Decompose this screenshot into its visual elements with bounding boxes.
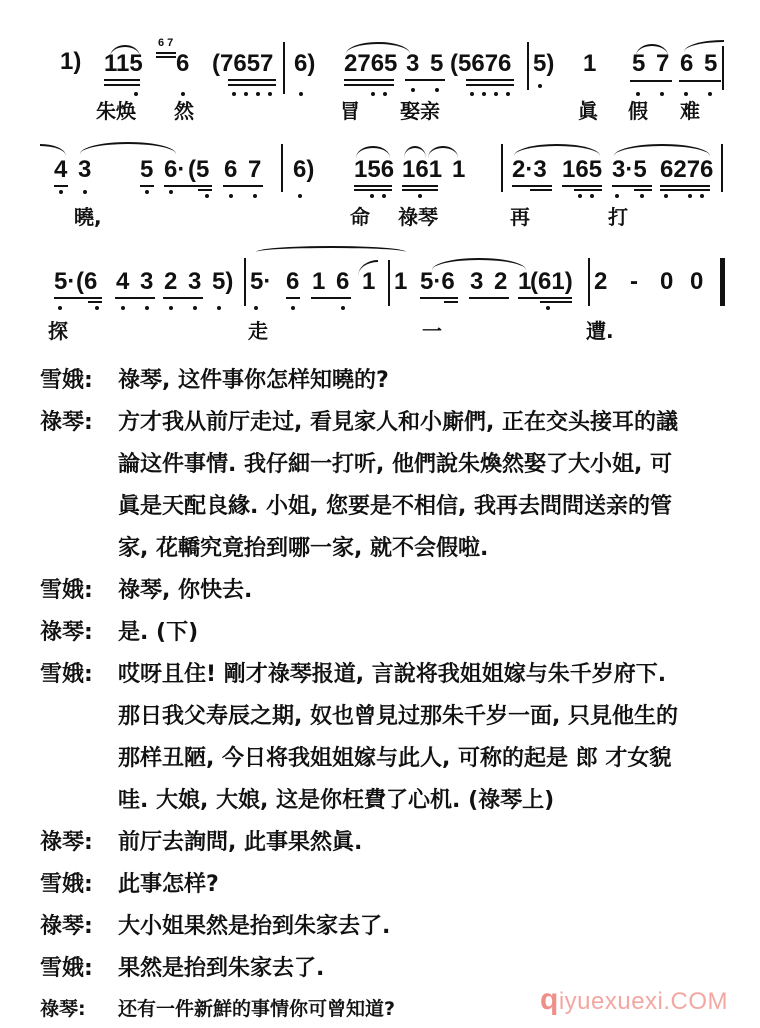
underline: [286, 297, 300, 299]
underline: [156, 52, 176, 54]
note: 3: [140, 268, 154, 295]
note: 6: [176, 50, 190, 77]
note: 6: [336, 268, 350, 295]
note-group: 2·3: [512, 156, 547, 183]
lyric: 走: [248, 319, 268, 343]
octave-dot: [217, 306, 221, 310]
note-group: 3·5: [612, 156, 647, 183]
speech: [118, 360, 750, 402]
lyric: 命: [350, 205, 370, 229]
note: 1: [362, 268, 376, 295]
octave-dot: [59, 190, 63, 194]
slur: [514, 144, 600, 156]
underline: [562, 185, 602, 187]
note-group: 6276: [660, 156, 714, 183]
octave-dot: [578, 194, 582, 198]
barline: [281, 144, 283, 192]
underline: [156, 56, 176, 58]
note: 6: [224, 156, 238, 183]
octave-dot: [169, 306, 173, 310]
octave-dot: [411, 88, 415, 92]
note: 5: [140, 156, 154, 183]
barline: [527, 42, 529, 90]
octave-dot: [229, 194, 233, 198]
speaker: 祿琴:: [40, 620, 93, 645]
octave-dot: [145, 306, 149, 310]
note-group: 115: [104, 50, 143, 77]
octave-dot: [244, 92, 248, 96]
lyric: 曉,: [74, 205, 102, 229]
note-group: 161: [402, 156, 443, 183]
note: 1: [583, 50, 597, 77]
note: 0: [690, 268, 704, 295]
note: 7: [248, 156, 262, 183]
note: 3: [470, 268, 484, 295]
speaker: 祿琴:: [40, 830, 93, 855]
dialogue-entry: [40, 570, 750, 612]
dialogue-entry: [40, 822, 750, 864]
note-group: (61): [530, 268, 573, 295]
speech-line: 論这件事情. 我仔細一打听, 他們說朱煥然娶了大小姐, 可: [118, 452, 673, 477]
barline: [588, 258, 590, 306]
speech-line: 哇. 大娘, 大娘, 这是你枉費了心机. (祿琴上): [118, 788, 555, 813]
lyric: 探: [48, 319, 68, 343]
speaker: 雪娥:: [40, 872, 93, 897]
underline: [402, 189, 438, 191]
octave-dot: [688, 194, 692, 198]
dialogue-entry: [40, 402, 750, 570]
note: 4: [54, 156, 68, 183]
dialogue-entry: [40, 864, 750, 906]
underline: [344, 84, 394, 86]
speech: [118, 612, 750, 654]
lyric: 遭.: [586, 319, 614, 343]
lyric: 朱焕: [96, 99, 136, 123]
slur: [614, 144, 710, 156]
octave-dot: [636, 92, 640, 96]
note: 5): [212, 268, 234, 295]
lyric: 娶亲: [400, 99, 440, 123]
underline: [612, 185, 652, 187]
octave-dot: [254, 306, 258, 310]
note-group: 156: [354, 156, 395, 183]
underline: [163, 297, 203, 299]
octave-dot: [615, 194, 619, 198]
note: 3: [188, 268, 202, 295]
watermark-text: iyuexuexi.COM: [558, 988, 729, 1015]
underline: [402, 185, 438, 187]
note: 1: [312, 268, 326, 295]
octave-dot: [291, 306, 295, 310]
underline: [104, 84, 140, 86]
underline: [679, 80, 721, 82]
speech-line: 祿琴, 这件事你怎样知曉的?: [118, 368, 389, 393]
speaker: 祿琴:: [40, 410, 93, 435]
octave-dot: [640, 194, 644, 198]
speech-line: 眞是天配良緣. 小姐, 您要是不相信, 我再去問問送亲的管: [118, 494, 673, 519]
underline: [660, 189, 710, 191]
underline: [354, 185, 392, 187]
speech: [118, 864, 750, 906]
note: 5: [430, 50, 444, 77]
final-barline: [720, 258, 725, 306]
note: 2: [164, 268, 178, 295]
underline: [466, 84, 514, 86]
lyric: 假: [628, 99, 648, 123]
speech-line: 前厅去詢問, 此事果然眞.: [118, 830, 363, 855]
lyric: 再: [510, 205, 530, 229]
octave-dot: [494, 92, 498, 96]
watermark-logo-icon: q: [540, 983, 559, 1016]
octave-dot: [181, 92, 185, 96]
underline: [228, 79, 276, 81]
octave-dot: [538, 84, 542, 88]
octave-dot: [253, 194, 257, 198]
underline: [54, 185, 68, 187]
octave-dot: [121, 306, 125, 310]
octave-dot: [700, 194, 704, 198]
underline: [104, 79, 140, 81]
note: 4: [116, 268, 130, 295]
slur: [256, 246, 406, 258]
octave-dot: [232, 92, 236, 96]
note: (6: [76, 268, 98, 295]
octave-dot: [83, 190, 87, 194]
underline: [54, 297, 102, 299]
underline: [405, 79, 445, 81]
grace-notes: 67: [158, 37, 177, 49]
underline: [518, 297, 572, 299]
underline: [344, 79, 394, 81]
speech-line: 是. (下): [118, 620, 199, 645]
underline: [512, 185, 552, 187]
lyric: 一: [422, 319, 442, 343]
speech-line: 果然是抬到朱家去了.: [118, 956, 325, 981]
octave-dot: [134, 92, 138, 96]
score-line-1: [0, 0, 760, 123]
dialogue-entry: [40, 612, 750, 654]
octave-dot: [193, 306, 197, 310]
note: 2: [494, 268, 508, 295]
underline: [466, 79, 514, 81]
octave-dot: [435, 88, 439, 92]
note: 5·: [54, 268, 76, 295]
underline: [115, 297, 155, 299]
lyric: 祿琴: [398, 205, 438, 229]
note: -: [630, 268, 638, 295]
dialogue-entry: [40, 654, 750, 822]
speech-line: 大小姐果然是抬到朱家去了.: [118, 914, 391, 939]
speaker: 祿琴:: [40, 914, 93, 939]
octave-dot: [370, 194, 374, 198]
underline: [198, 189, 212, 191]
watermark: [540, 983, 728, 1017]
note-group: 165: [562, 156, 603, 183]
speech: [118, 906, 750, 948]
underline: [634, 189, 652, 191]
octave-dot: [299, 92, 303, 96]
note: 0: [660, 268, 674, 295]
underline: [444, 301, 458, 303]
slur: [80, 142, 176, 154]
octave-dot: [382, 194, 386, 198]
octave-dot: [256, 92, 260, 96]
underline: [660, 185, 710, 187]
underline: [354, 189, 392, 191]
note: 5: [632, 50, 646, 77]
octave-dot: [506, 92, 510, 96]
note: 1: [452, 156, 466, 183]
octave-dot: [590, 194, 594, 198]
barline: [283, 42, 285, 94]
octave-dot: [664, 194, 668, 198]
underline: [540, 301, 572, 303]
octave-dot: [341, 306, 345, 310]
speech-line: 哎呀且住! 剛才祿琴报道, 言說将我姐姐嫁与朱千岁府下.: [118, 662, 667, 687]
octave-dot: [371, 92, 375, 96]
note: 3: [406, 50, 420, 77]
underline: [311, 297, 351, 299]
underline: [164, 185, 212, 187]
speaker: 祿琴:: [40, 998, 86, 1020]
score-line-3: [0, 240, 760, 350]
speech-line: 那日我父寿辰之期, 奴也曾見过那朱千岁一面, 只見他生的: [118, 704, 679, 729]
note: 6·: [164, 156, 186, 183]
speaker: 雪娥:: [40, 662, 93, 687]
octave-dot: [470, 92, 474, 96]
note: 6: [286, 268, 300, 295]
underline: [574, 189, 602, 191]
note: 2: [594, 268, 608, 295]
octave-dot: [298, 194, 302, 198]
octave-dot: [169, 190, 173, 194]
slur: [40, 144, 66, 156]
note: 7: [656, 50, 670, 77]
speaker: 雪娥:: [40, 578, 93, 603]
octave-dot: [684, 92, 688, 96]
speaker: 雪娥:: [40, 368, 93, 393]
speech-line: 祿琴, 你快去.: [118, 578, 253, 603]
speech-line: 家, 花轎究竟抬到哪一家, 就不会假啦.: [118, 536, 489, 561]
dialogue: [40, 360, 750, 1028]
note: 6): [293, 156, 315, 183]
note: 5): [533, 50, 555, 77]
speaker: 雪娥:: [40, 956, 93, 981]
underline: [530, 189, 552, 191]
underline: [469, 297, 509, 299]
octave-dot: [660, 92, 664, 96]
barline: [501, 144, 503, 192]
dialogue-entry: [40, 360, 750, 402]
note-group: 2765: [344, 50, 398, 77]
octave-dot: [268, 92, 272, 96]
octave-dot: [95, 306, 99, 310]
speech-line: 那样丑陋, 今日将我姐姐嫁与此人, 可称的起是 郎 才女貌: [118, 746, 672, 771]
octave-dot: [205, 194, 209, 198]
lyric: 难: [680, 99, 700, 123]
note: 6: [680, 50, 694, 77]
note: 5·: [250, 268, 272, 295]
octave-dot: [482, 92, 486, 96]
octave-dot: [383, 92, 387, 96]
speech: [118, 402, 750, 570]
speech: [118, 570, 750, 612]
note: 3: [78, 156, 92, 183]
lyric: 冒: [340, 99, 360, 123]
note-group: 5·6: [420, 268, 455, 295]
speech-line: 还有一件新鮮的事情你可曾知道?: [118, 998, 396, 1020]
underline: [140, 185, 154, 187]
speech-line: 方才我从前厅走过, 看見家人和小廝們, 正在交头接耳的議: [118, 410, 679, 435]
note: 5: [704, 50, 718, 77]
note-group: (5676: [450, 50, 512, 77]
speech: [118, 822, 750, 864]
note: (5: [188, 156, 210, 183]
note: 1: [518, 268, 532, 295]
lyric: 然: [174, 99, 194, 123]
barline: [388, 260, 390, 306]
underline: [88, 301, 102, 303]
barline: [721, 144, 723, 192]
speech-line: 此事怎样?: [118, 872, 219, 897]
score-line-2: [0, 130, 760, 240]
lyric: 打: [608, 205, 628, 229]
note: 6): [294, 50, 316, 77]
octave-dot: [58, 306, 62, 310]
underline: [223, 185, 263, 187]
underline: [630, 80, 672, 82]
lyric: 眞: [578, 99, 598, 123]
barline: [244, 258, 246, 306]
underline: [228, 84, 276, 86]
note: 1: [394, 268, 408, 295]
octave-dot: [546, 306, 550, 310]
note-group: (7657: [212, 50, 274, 77]
barline: [722, 46, 724, 90]
dialogue-entry: [40, 906, 750, 948]
octave-dot: [418, 194, 422, 198]
octave-dot: [145, 190, 149, 194]
octave-dot: [708, 92, 712, 96]
measure-prefix: 1): [60, 48, 82, 75]
speech: [118, 654, 750, 822]
underline: [420, 297, 458, 299]
